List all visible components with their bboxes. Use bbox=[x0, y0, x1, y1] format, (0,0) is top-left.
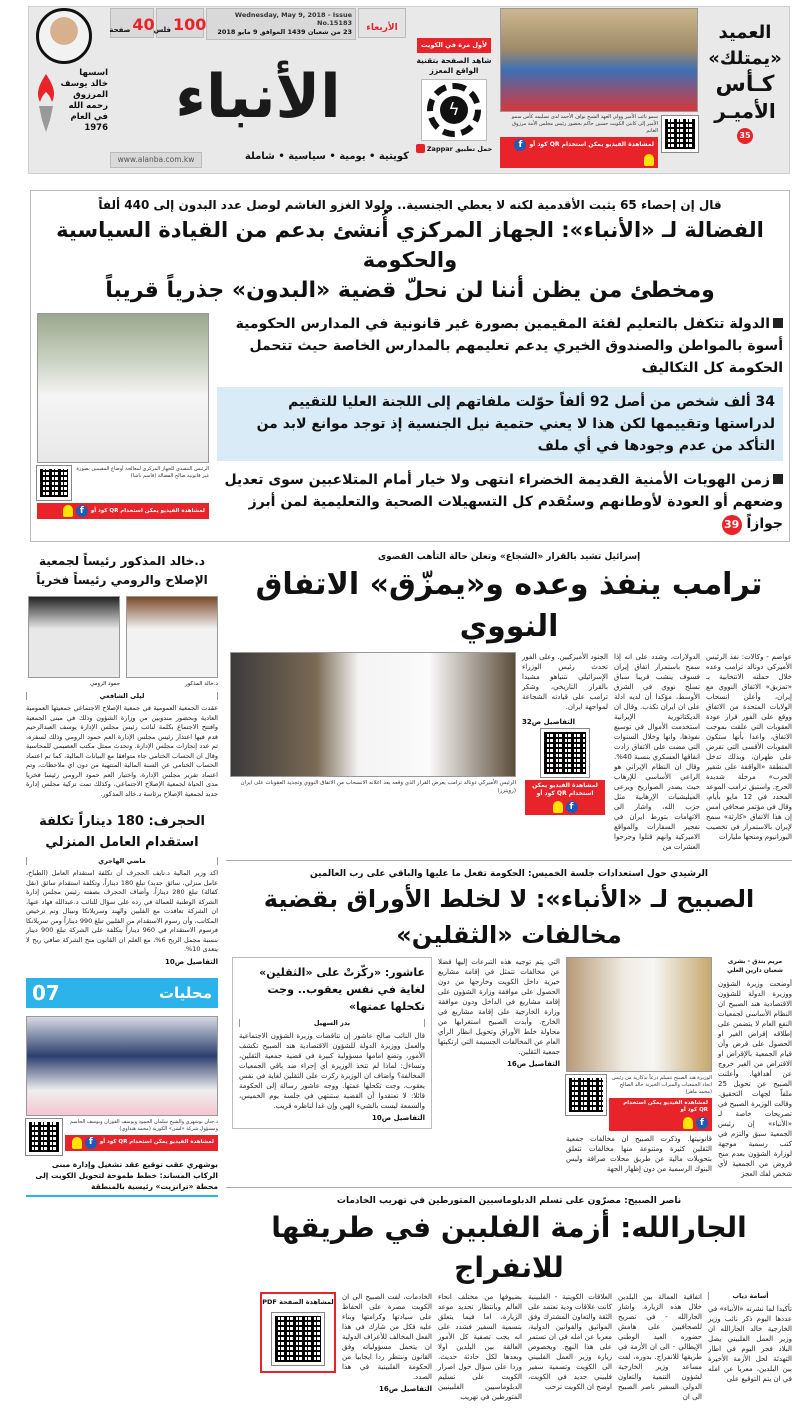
lead-photo bbox=[37, 313, 209, 463]
trump-more-link[interactable]: التفاصيل ص32 bbox=[522, 718, 576, 726]
trump-qr-banner bbox=[525, 780, 605, 815]
qr-banner-text: لمشاهدة الفيديو يمكن استخدام QR كود أو bbox=[529, 141, 654, 148]
lead-bullet-1 bbox=[217, 313, 783, 379]
price-box bbox=[153, 8, 207, 38]
sabah-qr-code[interactable] bbox=[566, 1075, 606, 1115]
lead-qr-banner bbox=[37, 503, 209, 519]
founder-avatar bbox=[36, 8, 92, 64]
ashour-box bbox=[232, 957, 432, 1129]
tagline: كويتية • يومية • سياسية • شاملة bbox=[244, 151, 409, 162]
pdf-label: لمشاهدة الصفحة PDF bbox=[262, 1298, 334, 1306]
facebook-icon: f bbox=[566, 801, 578, 813]
sabah-photo bbox=[566, 957, 712, 1072]
lead-bullet-2 bbox=[217, 469, 783, 535]
facebook-icon: f bbox=[696, 1117, 708, 1129]
hajraf-body: اكد وزير المالية د.نايف الحجرف أن تكلفة استقدام العامل (الطباخ، عامل منزلي، سائق جديد) تبلغ 180 ديناراً، وتكلفة استقدام سائق (نقل كفالة) تبلغ 280 ديناراً، وأضاف الحجرف بصفته رئيس مجلس إدارة الشركة الوطنية للعمالة في رده على سؤال للنائب د.عبدالله فهاد عنها، ان الشركة تعاقدت مع الفلبين والهند وسريلانكا ونيبال وتم ترخيص المكاتب، وأن رسوم الاستقدام من الفلبين تبلغ 990 ديناراً ومن سريلانكا فرسوم الاستقدام في 960 ديناراً بتكلفة على الشركة تبلغ 900 دينار بنسبة مجمل الربح 6%، مع العلم ان القانون منح الشركة صافي ربح لا يتعدى 10%. bbox=[26, 869, 218, 953]
sports-headline-line: «يمتلك» bbox=[708, 48, 782, 69]
sports-headline[interactable] bbox=[700, 20, 790, 144]
price-unit: فلس bbox=[153, 26, 171, 34]
sabah-col-3: التي يتم توجيه هذه التبرعات إليها فضلا عن مخالفات تتمثل في إقامة مشاريع خيرية داخل الكويت وخارجها من دون الحصول على موافقة وزارة الشؤون على إقامة مشاريع في الداخل ودون موافقة وزارة الخارجية على إقامة مشاريع في الخارج. وأبدت الصبيح استغرابها من محاولة خلط الأوراق وتحويل انظار الرأي العام عن المخالفات الجسيمة التي ارتكبتها جمعية الثقلين. bbox=[438, 958, 560, 1056]
sabah-col-1: أوضحت وزيرة الشؤون ووزيرة الدولة للشؤون الاقتصادية هند الصبيح ان النظام الأساسي لجمعيات النفع العام لا يتضمن على إطلاقه إقراض الغير او الحصول على قرض وأن قيام الجمعية بالإقراض او الاقتراض من الغير خروج عن أهدافها. وأعلنت الصبيح عن تحويل 25 ملفاً لجهات التحقيق. وقالت الوزيرة الصبيح في تصريحات خاصة لـ «الأنباء» إن رئيس الجمعية سبق والتزم في كتب رسمية موجهة لوزارة الشؤون بعدم منح قروض من الجمعية لأي شخص لفك العجز bbox=[718, 980, 792, 1178]
islah-photo-right bbox=[126, 596, 218, 678]
date-arabic: 23 من شعبان 1439 الموافق 9 مايو 2018 bbox=[217, 28, 352, 36]
ashour-body: قال النائب صالح عاشور إن تناقضات وزيرة الشؤون الاجتماعية والعمل ووزيرة الدولة للشؤون الاقتصادية هند الصبيح تكشف الأمور، وتضع امامها مسؤولية كبيرة في قضية جمعية الثقلين، وتساءل: لماذا لم تتخذ الوزيرة أي إجراء ضد باقي الجمعيات المخالفة؟ واضاف ان الوزيرة ركزت على الثقلين لغاية في نفس يعقوب، وجت تكحلها عمتها. ووجه عاشور رسالة إلى الحكومة قائلا: لا تعتقدوا أن القضية ستنتهي في جلسة يوم الخميس، والسمعة ليست بالشيء الهين وإن غدا لناظره قريب. bbox=[239, 1032, 425, 1110]
price-value: 100 bbox=[172, 15, 207, 34]
qr-banner-text: لمشاهدة الفيديو يمكن استخدام QR كود أو bbox=[99, 1139, 214, 1145]
local-headline[interactable]: بوشهري عقب توقيع عقد تشغيل وإدارة مبنى الركاب المساند: خطط طموحة لتحويل الكويت إلى محطة «ترانزيت» رئيسية بالمنطقة bbox=[26, 1159, 218, 1197]
section-name: محليات bbox=[158, 983, 212, 1002]
jarallah-kicker: ناصر الصبيح: مصرّون على تسلم الدبلوماسيين المتورطين في تهريب الخادمات bbox=[336, 1196, 682, 1206]
bullet-square-icon bbox=[773, 318, 783, 328]
sabah-photo-caption: الوزيرة هند الصبيح تتسلم درعاً تذكارية من رئيس اتحاد الجمعيات والمبرات الخيرية خالد الصالح (محمد ماهر) bbox=[611, 1075, 712, 1095]
zappar-icon bbox=[416, 144, 425, 153]
lead-story-box bbox=[30, 190, 790, 542]
sports-photo bbox=[500, 8, 698, 112]
snapchat-icon bbox=[553, 801, 563, 813]
section-number: 07 bbox=[32, 980, 60, 1005]
trump-qr-code[interactable] bbox=[541, 729, 589, 777]
divider bbox=[226, 860, 792, 861]
founder-line: 1976 bbox=[84, 123, 108, 133]
ar-title: شاهد الصفحة بتقنية الواقع المعزز bbox=[416, 56, 492, 75]
trump-photo bbox=[230, 652, 516, 777]
jarallah-col-4: بضيوفها من مختلف انحاء العالم وبانتظار تحديد موعد الزيارة، اما فيما يتعلق بتسمية السفير فشدد على انه يجب تصفية كل الأمور العالقة بين البلدين اولا وبعدها لكل حادثة حديث. وردا على سؤال حول اصرار الكويت على تسليم الدبلوماسيين الفلبينيين المتورطين في تهريب bbox=[438, 1293, 522, 1401]
hajraf-author: ماضي الهاجري bbox=[26, 857, 218, 865]
ar-first-label: لأول مرة في الكويت bbox=[417, 38, 491, 53]
lead-qr-code[interactable] bbox=[37, 466, 71, 500]
sports-headline-line: العميد bbox=[718, 22, 772, 43]
founder-line: في العام bbox=[70, 112, 108, 122]
section-local-banner[interactable] bbox=[26, 978, 218, 1008]
website-link[interactable]: www.alanba.com.kw bbox=[110, 152, 202, 168]
lead-bullet-2-text: زمن الهويات الأمنية القديمة الخضراء انتهى ولا خيار أمام المتلاعبين سوى تعديل وضعهم أو العودة لأوطانهم وستُقدم كل التسهيلات الصحية والتعليمية لمن أبرز جوازاً bbox=[224, 472, 783, 532]
qr-banner-text: لمشاهدة الفيديو يمكن استخدام QR كود أو bbox=[532, 782, 598, 797]
founder-text bbox=[58, 68, 108, 134]
trump-kicker: إسرائيل تشيد بالقرار «الشجاع» وتعلن حالة التأهب القصوى bbox=[377, 552, 641, 562]
trump-col-2: الدولارات، وشدد على انه إذا سمح باستمرار اتفاق إيران فسوف ينشب قريبا سباق تسلح نووي في الشرق الأوسط، مؤكدا أن لديه ادلة على ان ايران تكذب. وقال ان الديكتاتورية الإيرانية استخدمت الأموال في توسيع نفوذها، وانها وخلال السنوات التي مضت على الاتفاق زادت انفاقها العسكري بنسبة 40%. وقال ان النظام الإيراني هو الراعي الأساسي للإرهاب حيث يصدر الصواريخ ويرعى الميليشيات الإرهابية مثل حزب الله، واشار الى الاتهامات بتورط ايران في تفجير السفارات والمواقع الاميركية وانهم قتلوا وجرحوا العشرات من bbox=[614, 653, 700, 851]
pages-count: 40 bbox=[132, 15, 155, 34]
jarallah-col-5: الخادمات، لفت الصبيح الى ان الكويت مصرة على الحفاظ على سيادتها وكرامتها وبناء عليه فكل من شارك في هذا الفعل المخالف للأعراف الدولية ان يتحمل مسؤولياته وفق القانون وننتظر ردا ايجابيا من الحكومة الفلبينية في هذا الصدد. bbox=[342, 1293, 432, 1381]
bullet-square-icon bbox=[773, 474, 783, 484]
jarallah-col-1: تأكيدا لما نشرته «الأنباء» في عددها اليوم ذكر نائب وزير الخارجية خالد الجارالله ان وزير العمل الفلبيني يصل البلاد فجر اليوم في اطار التهدئة لحل الأزمة الأخيرة بين البلدين، معربا عن امله في ان يتم التوقيع على bbox=[708, 1305, 792, 1383]
flame-pen-icon bbox=[34, 72, 58, 134]
local-photo-caption: د.جنان بوشهري والشيخ سلمان الحمود ويوسف الفوزان ويوسف الجاسم ومسؤول شركة «لشن» الكورية (محمد هنداوي) bbox=[70, 1118, 218, 1132]
lead-photo-caption: الرئيس التنفيذي للجهاز المركزي لمعالجة أوضاع المقيمين بصورة غير قانونية صالح الفضالة (قاسم باشا) bbox=[76, 466, 209, 479]
lead-highlight-text: 34 ألف شخص من أصل 92 ألفاً حوّلت ملفاتهم إلى اللجنة العليا للتقييم لدراستها وتقييمها لكن هذا لا يعني حتمية نيل الجنسية إذ توجد موانع لابد من التأكد من عدم وجودها في أي ملف bbox=[256, 394, 775, 454]
jarallah-more-link[interactable]: التفاصيل ص16 bbox=[378, 1385, 432, 1393]
snapchat-icon bbox=[72, 1137, 82, 1149]
masthead-area bbox=[0, 0, 800, 178]
snapchat-icon bbox=[683, 1117, 693, 1129]
founder-line: اسسها bbox=[79, 68, 108, 78]
trump-col-1: عواصم - وكالات: نفذ الرئيس الأميركي دونالد ترامب وعده خلال حملته الانتخابية بـ «تمزيق» الاتفاق النووي مع إيران، وأعلن انسحاب الولايات المتحدة من الاتفاق ووقع على الفور قرار عودة العقوبات التي علقت بموجب الاتفاق، واعدا بأنها ستكون العقوبات الأقسى التي تفرض على طهران، وبذلك تدخل المنطقة «الواقفة على شفير الحرب» مرحلة شديدة الحرج. واستبق ترامب الموعد المحدد في 12 مايو بأيام، وقال في مؤتمر صحافي امس إن هذا الاتفاق «كارثة» سمح لإيران بالاستمرار في تخصيب اليورانيوم ومنحها مليارات bbox=[706, 653, 792, 841]
divider bbox=[226, 1187, 792, 1188]
islah-photo-left bbox=[28, 596, 120, 678]
snapchat-icon bbox=[63, 505, 73, 517]
hajraf-headline[interactable]: الحجرف: 180 ديناراً تكلفة استقدام العامل المنزلي bbox=[39, 814, 205, 850]
islah-body: عقدت الجمعية العمومية في جمعية الإصلاح الاجتماعي جمعيتها العمومية العادية وبحضور مندوبين من وزارة الشؤون وذلك في مبنى الجمعية وافتتح الاجتماع بكلمة لنائب رئيس مجلس الإدارة يوسف العبدالرحيم قدم فيها اعتذار رئيس مجلس الإدارة العم حمود الرومي وذلك لسفره، ثم عدد إنجازات مجلس الإدارة. وتحدث ممثل مكتب العصيمي للمحاسبة وقال ان الحساب الختامي جاء متوافقا مع البيانات المالية، كما تم اعتماد الحساب الختامي عن السنة المالية المنتهية من دون اي ملاحظات، وتم اعتماد تقرير مجلس الإدارة، واختيار العم حمود الرومي رئيسا فخريا مدى الحياة لجمعية الإصلاح الاجتماعي، وكذلك تمت تزكية مجلس إدارة جديد لجمعية الإصلاح برئاسة د.خالد المذكور. bbox=[26, 704, 218, 798]
founder-line: رحمه الله bbox=[68, 101, 108, 111]
local-qr-banner bbox=[65, 1135, 218, 1151]
snapchat-icon bbox=[644, 154, 654, 166]
sabah-kicker: الرشيدي حول استعدادات جلسة الخميس: الحكومة تفعل ما عليها والباقي على رب العالمين bbox=[309, 869, 709, 879]
sabah-qr-banner bbox=[609, 1098, 712, 1131]
sports-caption-block bbox=[500, 114, 658, 168]
facebook-icon: f bbox=[85, 1137, 97, 1149]
hajraf-more-link[interactable]: التفاصيل ص10 bbox=[164, 957, 218, 966]
date-box bbox=[206, 8, 356, 40]
islah-headline[interactable]: د.خالد المذكور رئيساً لجمعية الإصلاح والرومي رئيساً فخرياً bbox=[36, 554, 208, 587]
ashour-more-link[interactable]: التفاصيل ص10 bbox=[371, 1114, 425, 1122]
sabah-authors: مريم بندق - بشرى شعبان دارين العلي bbox=[727, 958, 783, 974]
sports-page-badge: 35 bbox=[737, 128, 753, 144]
zappar-text: حمل تطبيق Zappar bbox=[426, 144, 493, 153]
facebook-icon: f bbox=[514, 139, 526, 151]
ashour-headline[interactable]: عاشور: «ركّزتْ على «الثقلين» لغاية في نفس يعقوب.. وجت تكحلها عمتها» bbox=[259, 966, 425, 1013]
day-box bbox=[358, 8, 406, 38]
ashour-author: بدر السهيل bbox=[239, 1019, 425, 1027]
lead-kicker: قال إن إحصاء 65 يثبت الأقدمية لكنه لا يعطي الجنسية.. ولولا الغزو الغاشم لوصل عدد البدون إلى 440 ألفاً bbox=[98, 198, 722, 212]
facebook-icon: f bbox=[76, 505, 88, 517]
sports-caption: سمو نائب الأمير وولي العهد الشيخ نواف الأحمد لدى تسليمه كأس سمو الأمير إلى كابتن الكويت حسين حاكم بحضور رئيس مجلس الأمة مرزوق الغانم bbox=[511, 114, 658, 134]
ar-block bbox=[414, 38, 494, 153]
islah-caption-right: د.خالد المذكور bbox=[185, 681, 218, 687]
sabah-headline[interactable]: الصبيح لـ «الأنباء»: لا لخلط الأوراق بقضية مخالفات «الثقلين» bbox=[263, 885, 755, 949]
newspaper-logo[interactable]: الأنباء bbox=[175, 62, 341, 132]
lead-headline-1[interactable]: الفضالة لـ «الأنباء»: الجهاز المركزي أُنشئ بدعم من القيادة السياسية والحكومة bbox=[56, 218, 764, 272]
sabah-more-link[interactable]: التفاصيل ص16 bbox=[506, 1060, 560, 1068]
trump-col-3: الجنود الأميركيين. وعلى الفور تحدث رئيس الوزراء الإسرائيلي نتنياهو مشيدا بالقرار التاريخي، وشكر ترامب على قيادته الشجاعة لمواجهة ايران. bbox=[522, 653, 608, 711]
sabah-col-2: قانونيتها. وذكرت الصبيح ان مخالفات جمعية الثقلين كثيرة ومتنوعة منها مخالفات تتعلق بتحويلات مالية عن طريق محلات صرافة وليس البنوك الرسمية من دون إظهار الجهة bbox=[566, 1135, 712, 1173]
lead-page-badge: 39 bbox=[722, 515, 742, 535]
pdf-qr-code[interactable] bbox=[272, 1313, 324, 1365]
founder-line: المرزوق bbox=[73, 90, 108, 100]
jarallah-headline[interactable]: الجارالله: أزمة الفلبين في طريقها للانفراج bbox=[271, 1211, 747, 1284]
pages-box bbox=[110, 8, 154, 38]
jarallah-col-3: العلاقات الكويتية - الفلبينية كانت علاقات ودية تعتمد على الثقة والتعاون المشترك وفق المواثيق والقوانين الدولية، معربا عن امله في ان تستمر على هذا النهج. وبخصوص زيارة وزير العمل الفلبيني الى الكويت وتسمية سفير فلبيني جديد في الكويت، اوضح ان الكويت ترحب bbox=[528, 1293, 612, 1391]
sports-headline-line: الأميـر bbox=[714, 99, 776, 123]
trump-photo-caption: الرئيس الأميركي دونالد ترامب يعرض القرار الذي وقعه بعد اعلانه الانسحاب من الاتفاق النووي وتجديد العقوبات على ايران (رويترز) bbox=[240, 780, 516, 794]
islah-caption-left: حمود الرومي bbox=[89, 681, 120, 687]
jarallah-col-2: اتفاقية العمالة بين البلدين خلال هذه الزيارة. واشار الجارالله - في تصريح للصحافيين على هامش حضوره العيد الوطني الإيطالي - الى ان الأزمة في طريقها للانفراج. بدوره، لفت مساعد وزير الخارجية لشؤون التنمية والتعاون الدولي السفير ناصر الصبيح الى ان bbox=[618, 1293, 702, 1401]
local-photo bbox=[26, 1016, 218, 1116]
qr-banner-text: لمشاهدة الفيديو يمكن استخدام QR كود أو bbox=[90, 507, 205, 514]
sports-qr-code[interactable] bbox=[662, 116, 698, 152]
date-english: Wednesday, May 9, 2018 - Issue No.15183 bbox=[234, 11, 352, 27]
lead-headline-2[interactable]: ومخطئ من يظن أننا لن نحلّ قضية «البدون» جذرياً قريباً bbox=[105, 278, 715, 303]
sports-qr-banner bbox=[500, 137, 658, 168]
zappar-download[interactable] bbox=[414, 144, 494, 153]
local-qr-code[interactable] bbox=[26, 1119, 62, 1155]
founder-line: خالد يوسف bbox=[60, 79, 108, 89]
sports-headline-line: كـأس bbox=[715, 72, 775, 97]
islah-author: ليلى الشافعي bbox=[26, 692, 218, 700]
zappar-code-icon[interactable]: ϟ bbox=[421, 79, 487, 141]
jarallah-author: أسامة دياب bbox=[708, 1292, 792, 1300]
pdf-qr-box[interactable] bbox=[260, 1292, 336, 1373]
lead-highlight-box bbox=[217, 387, 783, 461]
qr-banner-text: لمشاهدة الفيديو يمكن استخدام QR كود أو bbox=[623, 1100, 708, 1113]
day-label: الأربعاء bbox=[366, 23, 398, 33]
lead-bullet-1-text: الدولة تتكفل بالتعليم لفئة المقيمين بصورة غير قانونية في المدارس الحكومية أسوة بالمواطن والصندوق الخيري يدعم تعليمهم بالمدارس الخاصة حيث تتحمل الحكومة كل التكاليف bbox=[235, 316, 783, 376]
pages-unit: صفحة bbox=[109, 26, 131, 34]
trump-headline[interactable]: ترامب ينفذ وعده و«يمزّق» الاتفاق النووي bbox=[255, 567, 763, 644]
